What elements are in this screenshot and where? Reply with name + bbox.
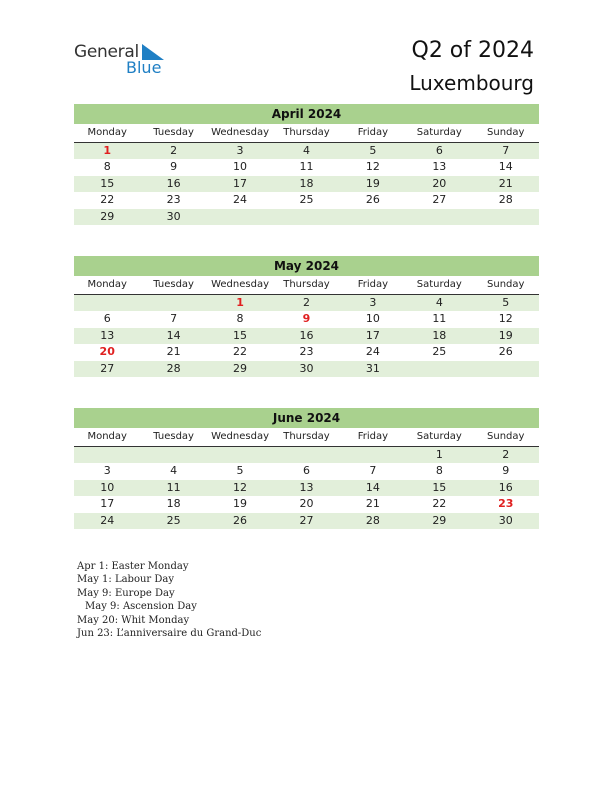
week-row <box>74 344 539 360</box>
day-cell: 23 <box>166 193 181 207</box>
day-cell: 18 <box>432 328 447 342</box>
day-cell: 15 <box>100 176 115 190</box>
day-cell: 14 <box>498 160 513 174</box>
holiday-note: May 1: Labour Day <box>77 574 174 586</box>
day-cell: 10 <box>365 312 380 326</box>
weekday-label: Monday <box>87 279 127 290</box>
weekday-label: Tuesday <box>153 431 194 442</box>
day-cell: 2 <box>170 144 178 157</box>
day-cell: 13 <box>299 480 314 494</box>
week-row <box>74 176 539 192</box>
day-cell: 28 <box>365 513 380 527</box>
logo-general-text: General <box>74 42 139 62</box>
day-cell: 17 <box>100 497 115 511</box>
day-cell: 23 <box>299 345 314 359</box>
day-cell: 14 <box>365 480 380 494</box>
generalblue-logo <box>74 42 174 78</box>
day-cell: 25 <box>166 513 181 527</box>
month-title: June 2024 <box>74 408 539 428</box>
day-cell: 19 <box>365 176 380 190</box>
weekday-label: Sunday <box>487 431 525 442</box>
weekday-label: Friday <box>357 431 389 442</box>
weekday-label: Saturday <box>416 279 462 290</box>
day-cell: 3 <box>236 144 244 157</box>
day-cell: 28 <box>498 193 513 207</box>
day-cell: 11 <box>166 480 181 494</box>
day-cell: 17 <box>233 176 248 190</box>
day-cell: 29 <box>100 209 115 223</box>
day-cell <box>273 209 339 225</box>
day-cell: 27 <box>432 193 447 207</box>
weekday-label: Monday <box>87 127 127 138</box>
weekday-label: Tuesday <box>153 279 194 290</box>
day-cell: 14 <box>166 328 181 342</box>
day-cell: 6 <box>435 144 443 157</box>
week-row <box>74 311 539 327</box>
week-row <box>74 513 539 529</box>
weekday-label: Thursday <box>283 127 330 138</box>
day-cell: 24 <box>100 513 115 527</box>
day-cell <box>207 209 273 225</box>
month-calendar <box>74 104 539 225</box>
day-cell <box>406 209 472 225</box>
day-cell: 11 <box>299 160 314 174</box>
day-cell: 21 <box>166 345 181 359</box>
day-cell <box>74 295 140 311</box>
day-cell <box>340 209 406 225</box>
day-cell: 7 <box>369 464 377 478</box>
weekday-header-row <box>74 124 539 143</box>
page-title: Q2 of 2024 <box>411 38 534 63</box>
holiday-day-cell: 1 <box>103 144 112 157</box>
day-cell: 12 <box>498 312 513 326</box>
day-cell: 12 <box>233 480 248 494</box>
day-cell: 29 <box>233 361 248 375</box>
country-name: Luxembourg <box>409 71 534 95</box>
day-cell: 22 <box>233 345 248 359</box>
month-calendar <box>74 408 539 529</box>
day-cell <box>473 361 539 377</box>
day-cell: 6 <box>302 464 310 478</box>
day-cell: 12 <box>365 160 380 174</box>
day-cell: 26 <box>233 513 248 527</box>
day-cell <box>207 447 273 463</box>
day-cell: 10 <box>100 480 115 494</box>
day-cell: 20 <box>432 176 447 190</box>
holiday-notes <box>77 560 261 640</box>
day-cell: 4 <box>435 296 443 309</box>
day-cell: 15 <box>233 328 248 342</box>
week-row <box>74 209 539 225</box>
day-cell: 7 <box>170 312 178 326</box>
weekday-label: Tuesday <box>153 127 194 138</box>
day-cell: 11 <box>432 312 447 326</box>
day-cell: 30 <box>166 209 181 223</box>
month-calendar <box>74 256 539 377</box>
holiday-day-cell: 20 <box>99 345 115 359</box>
day-cell: 2 <box>502 448 510 461</box>
week-row <box>74 143 539 159</box>
day-cell: 3 <box>369 296 377 309</box>
day-cell: 1 <box>435 448 443 461</box>
day-cell: 30 <box>498 513 513 527</box>
day-cell: 20 <box>299 497 314 511</box>
holiday-note: Apr 1: Easter Monday <box>77 561 189 572</box>
weekday-label: Wednesday <box>211 431 269 442</box>
weekday-label: Sunday <box>487 127 525 138</box>
day-cell: 16 <box>299 328 314 342</box>
day-cell: 16 <box>498 480 513 494</box>
day-cell: 13 <box>100 328 115 342</box>
day-cell: 21 <box>498 176 513 190</box>
day-cell: 2 <box>302 296 310 309</box>
day-cell: 22 <box>100 193 115 207</box>
day-cell: 5 <box>369 144 377 157</box>
weekday-label: Friday <box>357 127 389 138</box>
day-cell: 7 <box>502 144 510 157</box>
week-row <box>74 447 539 463</box>
day-cell: 9 <box>170 160 178 174</box>
weekday-label: Wednesday <box>211 127 269 138</box>
holiday-note: May 9: Ascension Day <box>85 601 197 613</box>
holiday-note: May 20: Whit Monday <box>77 614 190 626</box>
day-cell <box>473 209 539 225</box>
week-row <box>74 328 539 344</box>
day-cell: 6 <box>103 312 111 326</box>
weekday-label: Sunday <box>487 279 525 290</box>
weekday-label: Wednesday <box>211 279 269 290</box>
week-row <box>74 361 539 377</box>
day-cell <box>140 447 206 463</box>
day-cell: 3 <box>103 464 111 478</box>
holiday-day-cell: 1 <box>236 296 244 309</box>
day-cell: 8 <box>103 160 111 174</box>
month-title: April 2024 <box>74 104 539 124</box>
day-cell: 16 <box>166 176 181 190</box>
weekday-header-row <box>74 276 539 295</box>
weekday-header-row <box>74 428 539 447</box>
day-cell: 18 <box>166 497 181 511</box>
day-cell: 5 <box>236 464 244 478</box>
week-row <box>74 295 539 311</box>
day-cell: 4 <box>170 464 178 478</box>
day-cell: 26 <box>365 193 380 207</box>
day-cell: 24 <box>365 345 380 359</box>
day-cell: 18 <box>299 176 314 190</box>
day-cell: 25 <box>299 193 314 207</box>
logo-blue-text: Blue <box>126 58 162 77</box>
day-cell <box>74 447 140 463</box>
day-cell: 9 <box>502 464 510 478</box>
weekday-label: Monday <box>87 431 127 442</box>
day-cell <box>406 361 472 377</box>
holiday-note: Jun 23: L’anniversaire du Grand-Duc <box>77 628 262 640</box>
day-cell <box>273 447 339 463</box>
day-cell: 17 <box>365 328 380 342</box>
month-title: May 2024 <box>74 256 539 276</box>
day-cell: 15 <box>432 480 447 494</box>
week-row <box>74 159 539 175</box>
day-cell: 8 <box>236 312 244 326</box>
week-row <box>74 496 539 512</box>
day-cell: 24 <box>233 193 248 207</box>
holiday-day-cell: 9 <box>302 312 311 326</box>
day-cell: 19 <box>498 328 513 342</box>
day-cell: 13 <box>432 160 447 174</box>
holiday-note: May 9: Europe Day <box>77 587 175 599</box>
holiday-day-cell: 23 <box>498 497 514 511</box>
week-row <box>74 480 539 496</box>
day-cell: 30 <box>299 361 314 375</box>
day-cell <box>140 295 206 311</box>
day-cell: 25 <box>432 345 447 359</box>
day-cell: 29 <box>432 513 447 527</box>
day-cell: 28 <box>166 361 181 375</box>
day-cell: 5 <box>502 296 510 309</box>
day-cell <box>340 447 406 463</box>
weekday-label: Friday <box>357 279 389 290</box>
day-cell: 27 <box>299 513 314 527</box>
day-cell: 4 <box>302 144 310 157</box>
week-row <box>74 192 539 208</box>
day-cell: 27 <box>100 361 115 375</box>
week-row <box>74 463 539 479</box>
day-cell: 10 <box>233 160 248 174</box>
day-cell: 31 <box>365 361 380 375</box>
day-cell: 26 <box>498 345 513 359</box>
weekday-label: Saturday <box>416 127 462 138</box>
day-cell: 21 <box>365 497 380 511</box>
weekday-label: Thursday <box>283 431 330 442</box>
weekday-label: Thursday <box>283 279 330 290</box>
weekday-label: Saturday <box>416 431 462 442</box>
day-cell: 8 <box>435 464 443 478</box>
day-cell: 22 <box>432 497 447 511</box>
day-cell: 19 <box>233 497 248 511</box>
